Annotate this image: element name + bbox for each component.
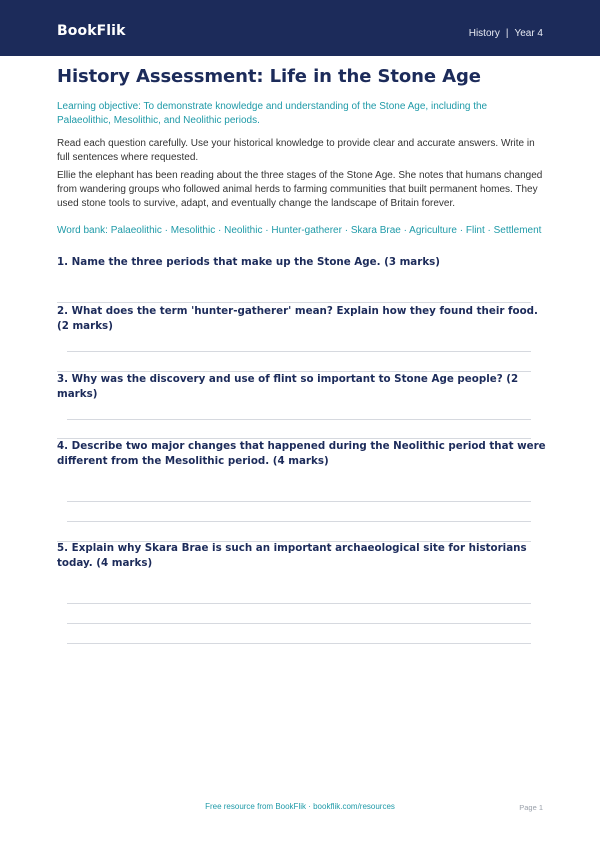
story-paragraph: Ellie the elephant has been reading about the three stages of the Stone Age. She notes that humans changed from wandering groups who followed animal herds to farming communities that built permanent homes. They used stone tools to survive, adapt, and eventually change the landscape of Britain forever.: [57, 170, 543, 209]
page-title: History Assessment: Life in the Stone Age: [57, 66, 481, 87]
footer-resource-link[interactable]: Free resource from BookFlik · bookflik.com/resources: [205, 802, 395, 811]
header-separator: |: [505, 28, 509, 39]
divider-q2: [57, 302, 531, 303]
subject-label: History: [468, 28, 500, 39]
answer-line-q3[interactable]: [67, 419, 531, 420]
instructions-text: Read each question carefully. Use your historical knowledge to provide clear and accurate answers. Write in full sentences where requested.: [57, 138, 535, 163]
subject-year-label: [469, 28, 543, 39]
question-3: 3. Why was the discovery and use of flint so important to Stone Age people? (2 marks): [57, 373, 519, 400]
page-header: [0, 0, 600, 56]
question-5: 5. Explain why Skara Brae is such an important archaeological site for historians today. (4 marks): [57, 542, 527, 569]
answer-line-q4-2[interactable]: [67, 521, 531, 522]
question-4: 4. Describe two major changes that happened during the Neolithic period that were different from the Mesolithic period. (4 marks): [57, 440, 546, 467]
word-bank: Word bank: Palaeolithic · Mesolithic · Neolithic · Hunter-gatherer · Skara Brae · Agriculture · Flint · Settlement: [57, 225, 542, 236]
learning-objective: Learning objective: To demonstrate knowledge and understanding of the Stone Age, including the Palaeolithic, Mesolithic, and Neolithic periods.: [57, 101, 488, 126]
year-label: Year 4: [514, 28, 543, 39]
brand-logo-text[interactable]: BookFlik: [57, 23, 126, 39]
answer-line-q2[interactable]: [67, 351, 531, 352]
page-number: Page 1: [519, 803, 543, 812]
answer-line-q4-1[interactable]: [67, 501, 531, 502]
question-1: 1. Name the three periods that make up the Stone Age. (3 marks): [57, 256, 441, 268]
answer-line-q5-1[interactable]: [67, 603, 531, 604]
answer-line-q5-2[interactable]: [67, 623, 531, 624]
question-2: 2. What does the term 'hunter-gatherer' mean? Explain how they found their food. (2 marks): [57, 305, 538, 332]
answer-line-q5-3[interactable]: [67, 643, 531, 644]
